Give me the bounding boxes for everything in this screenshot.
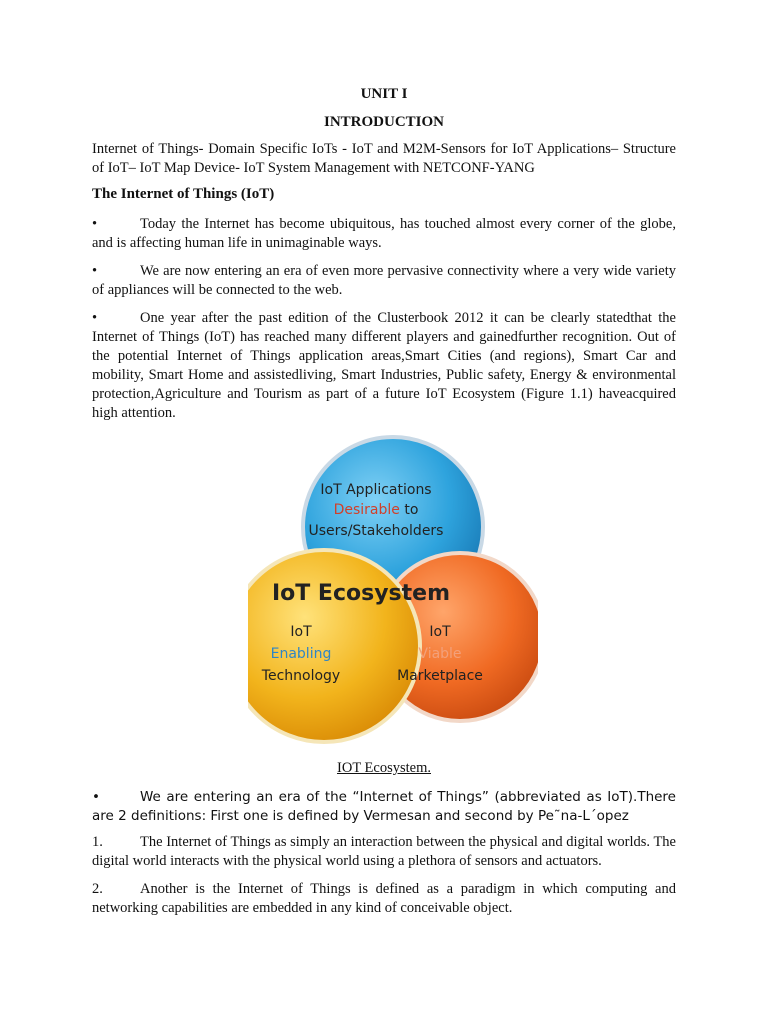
top-circle-line2-rest: to <box>399 502 419 518</box>
bullet-text: Today the Internet has become ubiquitous, has touched almost every corner of the globe, and is affecting human life in unimaginable ways. <box>92 216 676 251</box>
numbered-text: The Internet of Things as simply an interaction between the physical and digital worlds. The digital world interacts with the physical world using a plethora of sensors and actuators. <box>92 834 676 869</box>
right-circle-line3: Marketplace <box>397 668 483 684</box>
top-circle-line1: IoT Applications <box>320 482 432 498</box>
iot-ecosystem-figure <box>248 432 538 750</box>
right-circle-highlight: Viable <box>418 646 462 662</box>
numbered-text: Another is the Internet of Things is defined as a paradigm in which computing and networking capabilities are embedded in any kind of conceivable object. <box>92 881 676 916</box>
top-circle-highlight: Desirable <box>333 502 400 518</box>
bullet-paragraph <box>92 788 676 826</box>
bullet-mark: • <box>92 789 100 805</box>
bullet-text: We are now entering an era of even more pervasive connectivity where a very wide variety of appliances will be connected to the web. <box>92 263 676 298</box>
bullet-paragraph <box>92 262 676 300</box>
number-mark: 2. <box>92 881 103 897</box>
numbered-paragraph <box>92 833 676 871</box>
bullet-paragraph <box>92 309 676 423</box>
bullet-paragraph <box>92 215 676 253</box>
section-heading: The Internet of Things (IoT) <box>92 186 275 202</box>
ecosystem-label: IoT Ecosystem <box>271 581 451 606</box>
bullet-mark: • <box>92 216 98 232</box>
left-circle-line1: IoT <box>290 624 312 640</box>
left-circle-line3: Technology <box>261 668 341 684</box>
bullet-mark: • <box>92 310 98 326</box>
right-circle-line1: IoT <box>429 624 451 640</box>
topics-line: Internet of Things- Domain Specific IoTs - IoT and M2M-Sensors for IoT Applications– Structure of IoT– IoT Map Device- IoT System Management with NETCONF-YANG <box>92 141 676 176</box>
top-circle-line3: Users/Stakeholders <box>308 523 444 539</box>
unit-heading: UNIT I <box>360 86 408 102</box>
top-circle-line2 <box>334 502 419 518</box>
number-mark: 1. <box>92 834 103 850</box>
bullet-text: We are entering an era of the “Internet of Things” (abbreviated as IoT).There are 2 definitions: First one is defined by Vermesan and second by Pe˜na-L´opez <box>92 789 676 824</box>
left-circle-highlight: Enabling <box>270 646 332 662</box>
bullet-text: One year after the past edition of the Clusterbook 2012 it can be clearly statedthat the Internet of Things (IoT) has reached many different players and gainedfurther recognition. Out of the potential Internet of Things application areas,Smart Cities (and regions), Smart Car and mobility, Smart Home and assistedliving, Smart Industries, Public safety, Energy & environmental protection,Agriculture and Tourism as part of a future IoT Ecosystem (Figure 1.1) haveacquired high attention. <box>92 310 676 421</box>
chapter-title: INTRODUCTION <box>323 114 444 130</box>
numbered-paragraph <box>92 880 676 918</box>
figure-caption: IOT Ecosystem. <box>337 760 431 776</box>
bullet-mark: • <box>92 263 98 279</box>
